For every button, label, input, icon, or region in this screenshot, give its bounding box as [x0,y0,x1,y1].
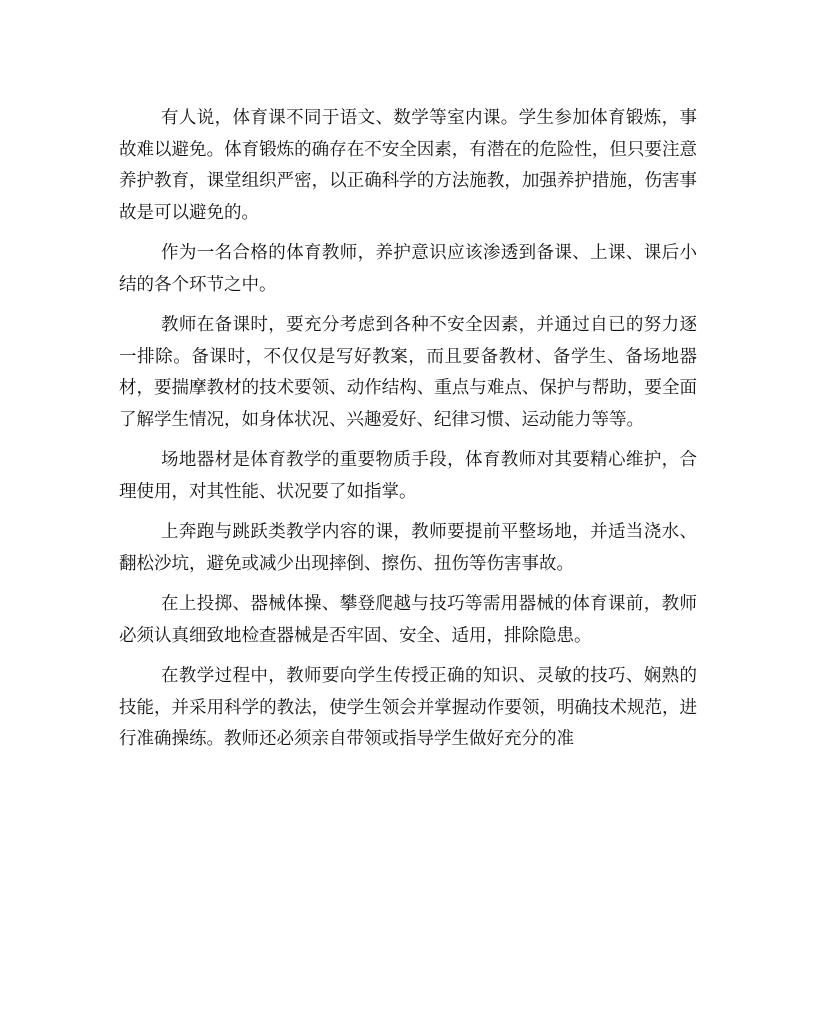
paragraph: 作为一名合格的体育教师，养护意识应该渗透到备课、上课、课后小结的各个环节之中。 [119,243,697,295]
paragraph: 在教学过程中，教师要向学生传授正确的知识、灵敏的技巧、娴熟的技能，并采用科学的教法，使学生领会并掌握动作要领，明确技术规范，进行准确操练。教师还必须亲自带领或指导学生做好充分的准 [119,666,697,749]
paragraph: 在上投掷、器械体操、攀登爬越与技巧等需用器械的体育课前，教师必须认真细致地检查器械是否牢固、安全、适用，排除隐患。 [119,594,697,646]
paragraph: 场地器材是体育教学的重要物质手段，体育教师对其要精心维护，合理使用，对其性能、状况要了如指掌。 [119,450,697,502]
document-body [119,103,697,765]
paragraph: 教师在备课时，要充分考虑到各种不安全因素，并通过自已的努力逐一排除。备课时，不仅仅是写好教案，而且要备教材、备学生、备场地器材，要揣摩教材的技术要领、动作结构、重点与难点、保护与帮助，要全面了解学生情况，如身体状况、兴趣爱好、纪律习惯、运动能力等等。 [119,315,697,430]
paragraph: 上奔跑与跳跃类教学内容的课，教师要提前平整场地，并适当浇水、翻松沙坑，避免或减少出现摔倒、擦伤、扭伤等伤害事故。 [119,522,697,574]
paragraph: 有人说，体育课不同于语文、数学等室内课。学生参加体育锻炼，事故难以避免。体育锻炼的确存在不安全因素，有潜在的危险性，但只要注意养护教育，课堂组织严密，以正确科学的方法施教，加强养护措施，伤害事故是可以避免的。 [119,108,697,223]
